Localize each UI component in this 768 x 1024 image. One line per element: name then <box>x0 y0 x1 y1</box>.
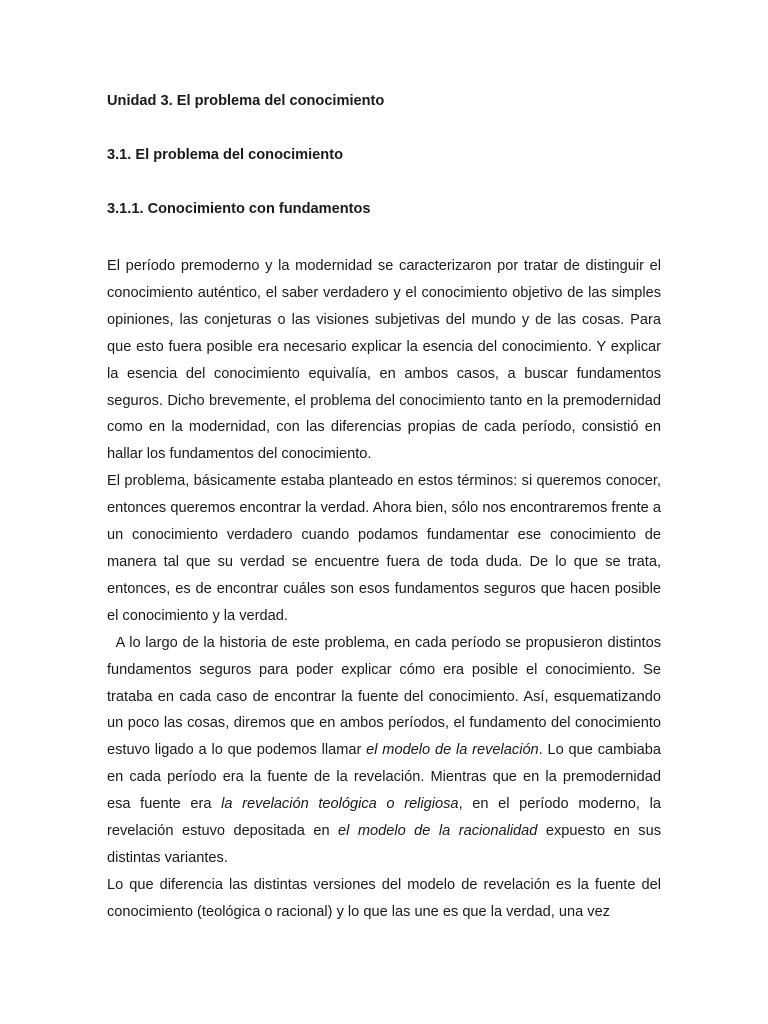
document-page <box>107 84 661 926</box>
unit-heading: Unidad 3. El problema del conocimiento <box>107 93 385 109</box>
body-text <box>107 253 661 926</box>
paragraph-3-tail: expuesto en sus distintas variantes. <box>107 823 661 866</box>
paragraph-3-lead: A lo largo de la historia de este problema, en cada período se propusieron distintos fundamentos seguros para poder explicar cómo era posible el conocimiento. Se trataba en cada caso de encontrar la fuente del conocimiento. Así, esquematizando un poco las cosas, diremos que en ambos períodos, el fundamento del conocimiento estuvo ligado a lo que podemos llamar <box>107 634 661 759</box>
paragraph-3-mid-2: , en el período moderno, la revelación estuvo depositada en <box>107 796 661 840</box>
paragraph-3-emphasis-2: la revelación teológica o religiosa <box>221 796 459 813</box>
paragraph-2: El problema, básicamente estaba planteado en estos términos: si queremos conocer, entonces queremos encontrar la verdad. Ahora bien, sólo nos encontraremos frente a un conocimiento verdadero cuando podamos fundamentar ese conocimiento de manera tal que su verdad se encuentre fuera de toda duda. De lo que se trata, entonces, es de encontrar cuáles son esos fundamentos seguros que hacen posible el conocimiento y la verdad. <box>107 473 661 624</box>
paragraph-4: Lo que diferencia las distintas versiones del modelo de revelación es la fuente del conocimiento (teológica o racional) y lo que las une es que la verdad, una vez <box>107 876 661 920</box>
paragraph-3-emphasis-1: el modelo de la revelación <box>366 742 539 759</box>
paragraph-1: El período premoderno y la modernidad se caracterizaron por tratar de distinguir el conocimiento auténtico, el saber verdadero y el conocimiento objetivo de las simples opiniones, las conjeturas o las visiones subjetivas del mundo y de las cosas. Para que esto fuera posible era necesario explicar la esencia del conocimiento. Y explicar la esencia del conocimiento equivalía, en ambos casos, a buscar fundamentos seguros. Dicho brevemente, el problema del conocimiento tanto en la premodernidad como en la modernidad, con las diferencias propias de cada período, consistió en hallar los fundamentos del conocimiento. <box>107 258 661 463</box>
paragraph-3-mid-1: . Lo que cambiaba en cada período era la fuente de la revelación. Mientras que en la premodernidad esa fuente era <box>107 742 661 813</box>
section-heading: 3.1. El problema del conocimiento <box>107 147 343 163</box>
subsection-heading: 3.1.1. Conocimiento con fundamentos <box>107 201 371 217</box>
paragraph-3 <box>107 630 661 872</box>
paragraph-3-emphasis-3: el modelo de la racionalidad <box>338 823 538 840</box>
